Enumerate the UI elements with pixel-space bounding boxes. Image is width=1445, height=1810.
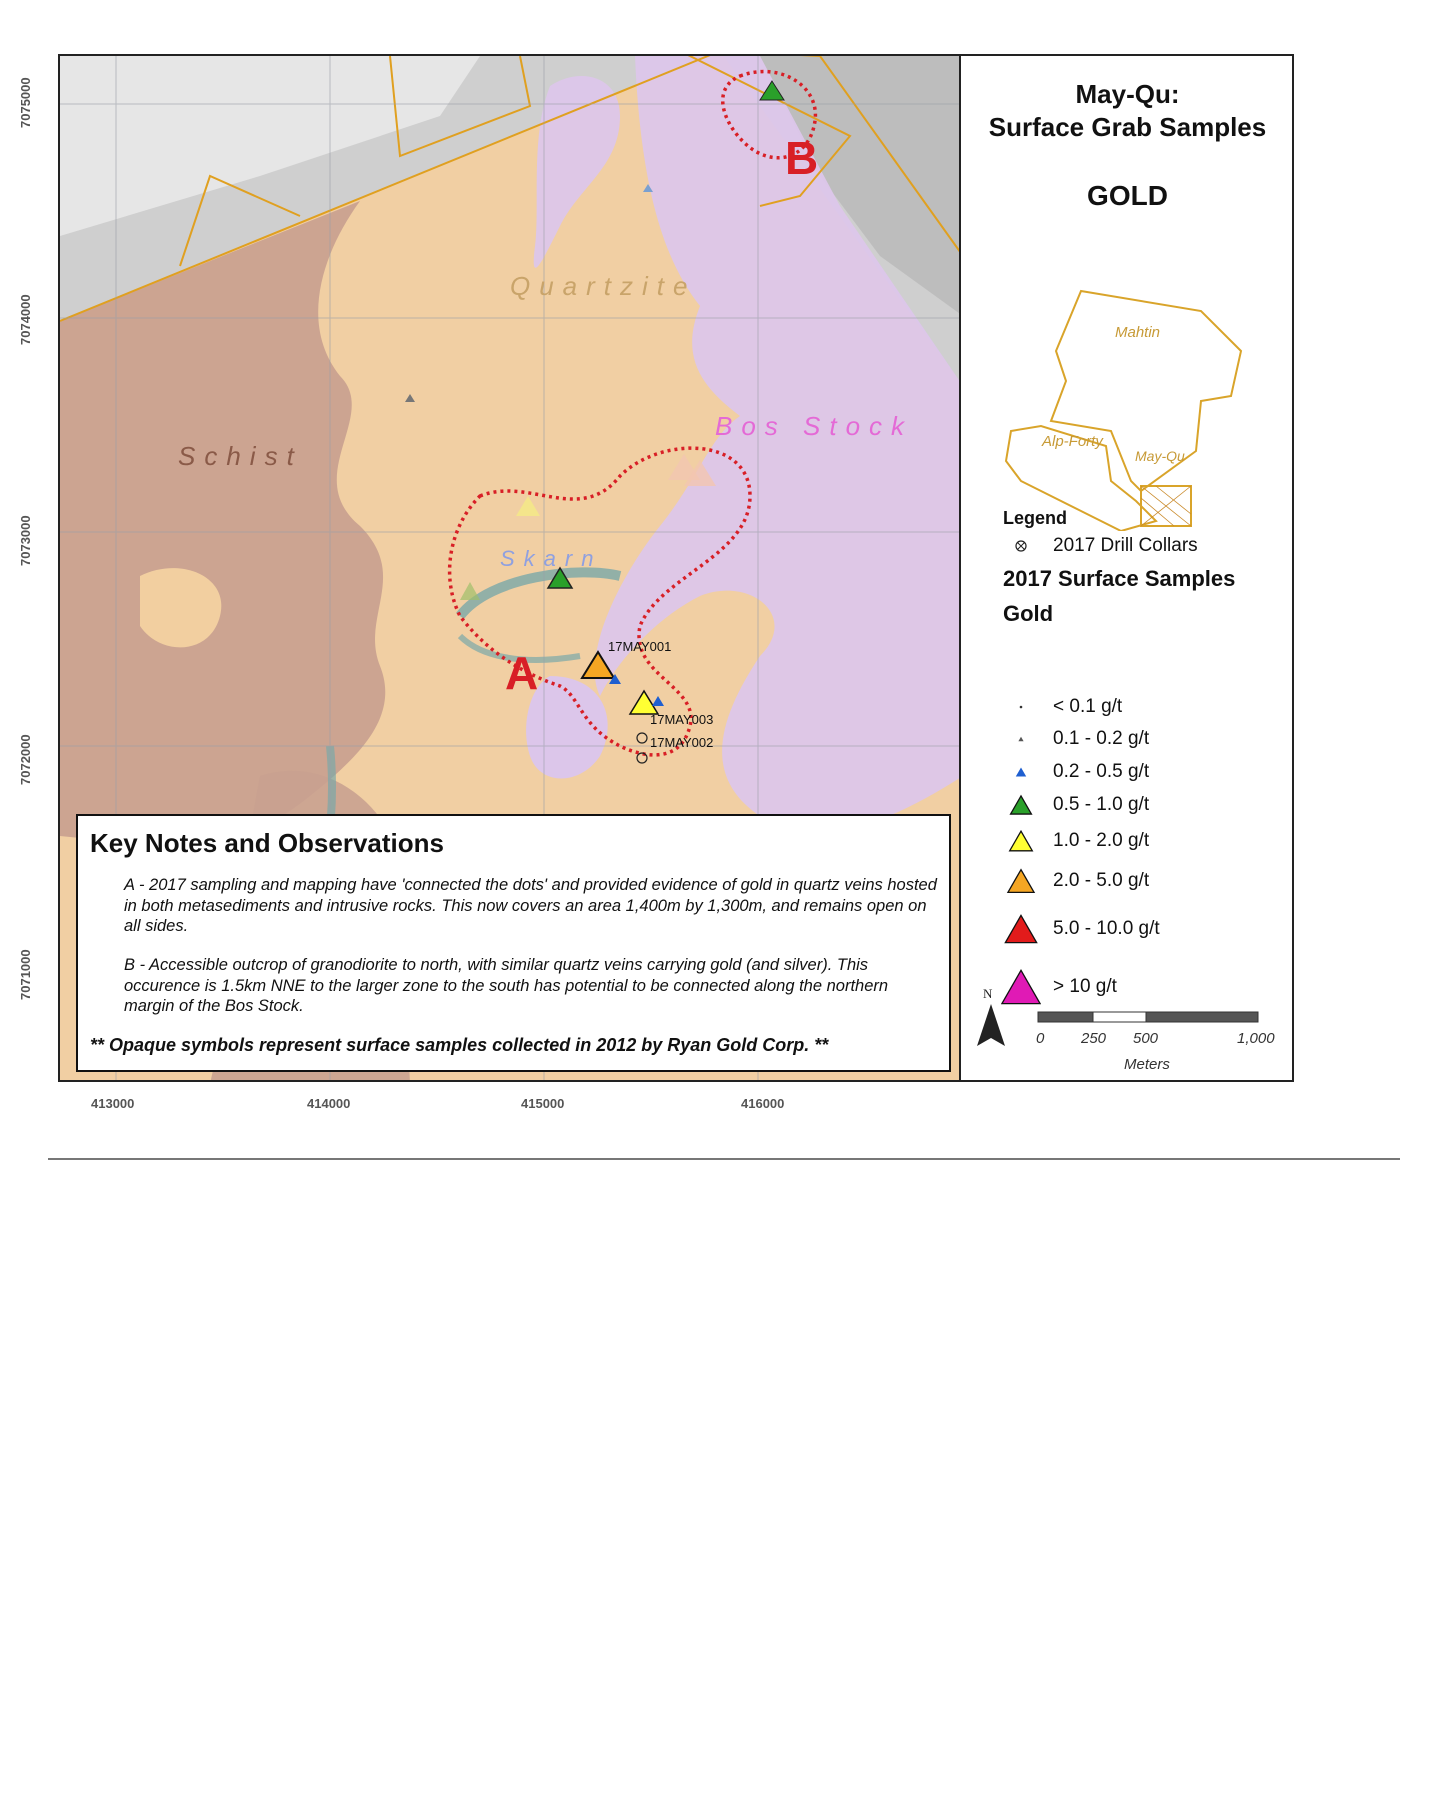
notes-title: Key Notes and Observations bbox=[90, 828, 444, 858]
scale-tick-0: 0 bbox=[1036, 1030, 1045, 1047]
legend-panel bbox=[961, 54, 1294, 1082]
surface-samples-heading: 2017 Surface Samples bbox=[1003, 566, 1236, 591]
schist-lens bbox=[140, 568, 221, 647]
legend-class-row bbox=[1001, 914, 1160, 944]
gold-class-symbol-icon bbox=[1001, 909, 1041, 949]
legend-title-line2: Surface Grab Samples bbox=[988, 111, 1267, 142]
gold-class-label: 2.0 - 5.0 g/t bbox=[1053, 870, 1150, 891]
gold-class-label: 5.0 - 10.0 g/t bbox=[1053, 918, 1160, 939]
drill-collars-label: 2017 Drill Collars bbox=[1053, 535, 1198, 556]
note-b: B - Accessible outcrop of granodiorite to north, with similar quartz veins carrying gold (and silver). This occurence is 1.5km NNE to the larger zone to the south has potential to be connected along the northern margin of the Bos Stock. bbox=[124, 955, 889, 1016]
label-schist: Schist bbox=[178, 441, 303, 471]
gold-class-symbol-icon bbox=[1001, 967, 1041, 1007]
notes-footer: ** Opaque symbols represent surface samples collected in 2012 by Ryan Gold Corp. ** bbox=[90, 1034, 829, 1055]
north-arrow-icon bbox=[973, 1002, 1009, 1050]
legend-subtitle: GOLD bbox=[1087, 180, 1168, 211]
inset-location-map bbox=[961, 231, 1294, 531]
legend-class-row bbox=[1001, 826, 1149, 856]
legend-class-row bbox=[1001, 972, 1117, 1002]
scale-unit: Meters bbox=[1124, 1056, 1170, 1073]
legend-row-drill-collars bbox=[1001, 531, 1198, 561]
gold-class-label: < 0.1 g/t bbox=[1053, 696, 1123, 717]
key-notes-box bbox=[76, 814, 951, 1072]
gold-class-label: > 10 g/t bbox=[1053, 976, 1117, 997]
legend-title-line1: May-Qu: bbox=[1075, 79, 1180, 109]
label-skarn: Skarn bbox=[500, 546, 603, 571]
gold-class-marker bbox=[1020, 706, 1023, 709]
gold-class-marker bbox=[1002, 970, 1040, 1003]
legend-title bbox=[961, 78, 1294, 143]
y-tick-7072000: 7072000 bbox=[18, 734, 33, 785]
legend-heading: Legend bbox=[1003, 508, 1068, 528]
x-tick-416000: 416000 bbox=[741, 1096, 785, 1111]
gold-class-marker bbox=[1010, 831, 1033, 851]
y-tick-7071000: 7071000 bbox=[18, 949, 33, 1000]
scale-tick-1000: 1,000 bbox=[1237, 1030, 1275, 1047]
sample-id-17may003: 17MAY003 bbox=[650, 712, 714, 727]
gold-heading: Gold bbox=[1003, 601, 1054, 626]
page-divider bbox=[48, 1158, 1400, 1160]
gold-class-marker bbox=[1018, 737, 1023, 742]
inset-may-qu-hatch bbox=[1141, 486, 1191, 526]
x-tick-413000: 413000 bbox=[91, 1096, 135, 1111]
zone-label-a: A bbox=[505, 647, 539, 699]
north-label: N bbox=[983, 986, 993, 1001]
label-bos-stock: Bos Stock bbox=[715, 411, 914, 441]
zone-label-b: B bbox=[785, 132, 819, 184]
gold-class-label: 0.1 - 0.2 g/t bbox=[1053, 728, 1150, 749]
legend-class-row bbox=[1001, 866, 1149, 896]
scale-tick-250: 250 bbox=[1081, 1030, 1107, 1047]
gold-class-marker bbox=[1005, 915, 1036, 942]
legend-class-row bbox=[1001, 790, 1149, 820]
y-tick-7073000: 7073000 bbox=[18, 515, 33, 566]
inset-label-alp-forty: Alp-Forty bbox=[1042, 433, 1103, 450]
gold-class-symbol-icon bbox=[1001, 821, 1041, 861]
gold-class-marker bbox=[1011, 796, 1032, 814]
x-tick-414000: 414000 bbox=[307, 1096, 351, 1111]
label-quartzite: Quartzite bbox=[510, 271, 697, 301]
y-tick-7074000: 7074000 bbox=[18, 294, 33, 345]
sample-id-17may001: 17MAY001 bbox=[608, 639, 672, 654]
gold-class-marker bbox=[1016, 767, 1026, 776]
gold-class-symbol-icon bbox=[1001, 861, 1041, 901]
gold-class-label: 0.2 - 0.5 g/t bbox=[1053, 761, 1150, 782]
inset-label-mahtin: Mahtin bbox=[1115, 324, 1161, 341]
gold-class-label: 0.5 - 1.0 g/t bbox=[1053, 794, 1150, 815]
x-tick-415000: 415000 bbox=[521, 1096, 565, 1111]
gold-class-marker bbox=[1008, 870, 1034, 893]
sample-id-17may002: 17MAY002 bbox=[650, 735, 714, 750]
drill-collar-icon bbox=[1001, 526, 1041, 566]
scale-bar bbox=[1037, 1010, 1277, 1026]
inset-label-may-qu: May-Qu bbox=[1135, 448, 1185, 464]
scale-tick-500: 500 bbox=[1133, 1030, 1159, 1047]
gold-class-label: 1.0 - 2.0 g/t bbox=[1053, 830, 1150, 851]
y-tick-7075000: 7075000 bbox=[18, 77, 33, 128]
note-a: A - 2017 sampling and mapping have 'connected the dots' and provided evidence of gold in quartz veins hosted in both metasediments and intrusive rocks. This now covers an area 1,400m by 1,300m, and remains open on all sides. bbox=[124, 876, 937, 936]
